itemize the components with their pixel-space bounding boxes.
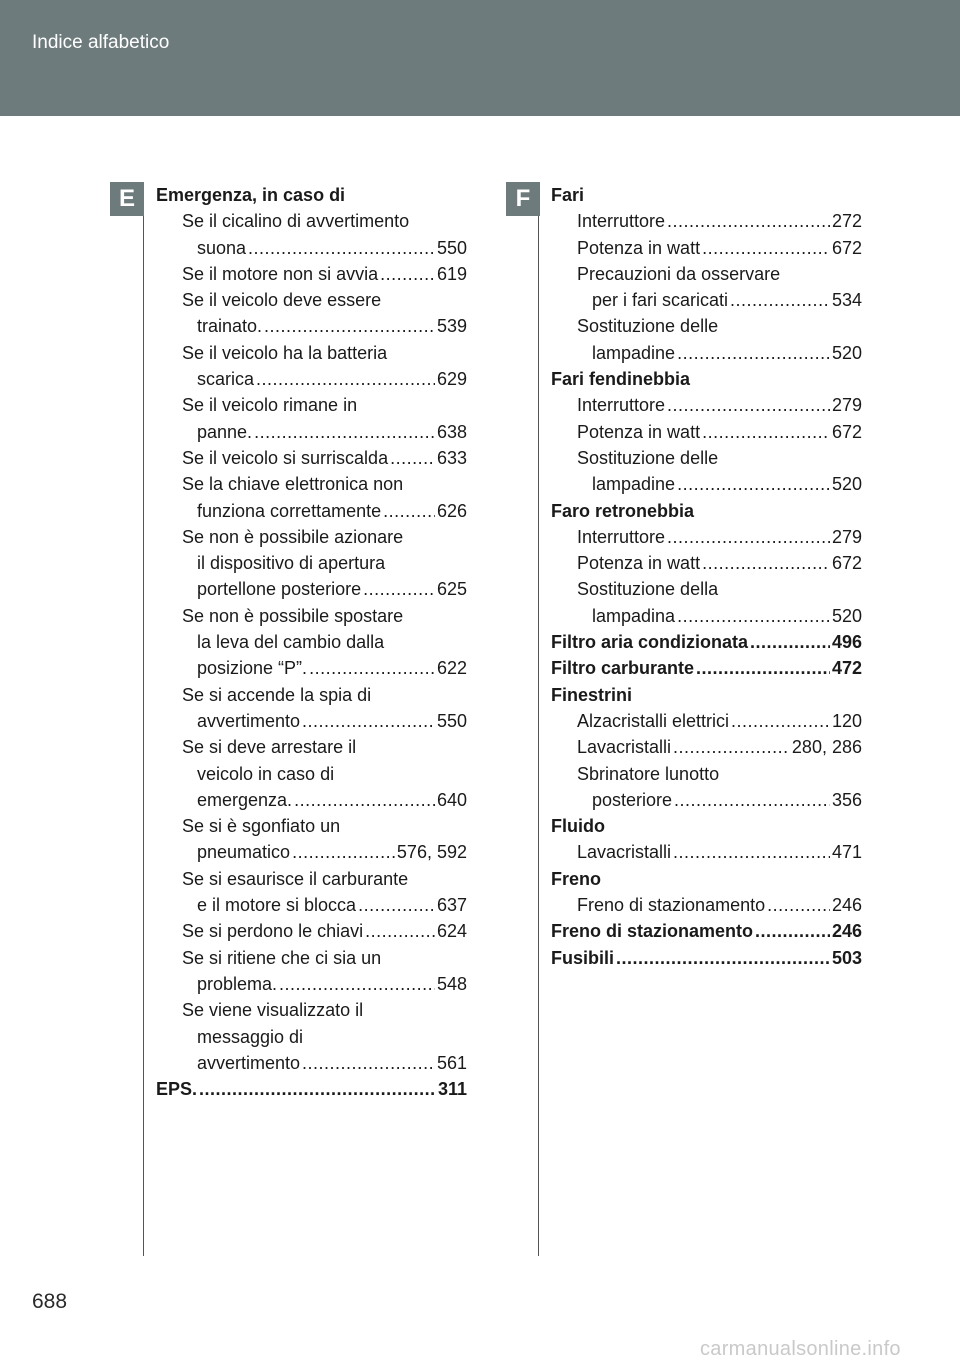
watermark: carmanualsonline.info bbox=[700, 1338, 901, 1360]
dot-leader bbox=[294, 787, 435, 813]
index-entry-page: 496 bbox=[831, 632, 862, 653]
index-entry bbox=[551, 471, 862, 497]
index-entry-text: Alzacristalli elettrici bbox=[577, 710, 730, 731]
index-entry-page: 625 bbox=[436, 579, 467, 600]
index-entry bbox=[156, 655, 467, 681]
index-entry bbox=[156, 892, 467, 918]
dot-leader bbox=[292, 839, 395, 865]
dot-leader bbox=[365, 918, 435, 944]
index-entry-text: Finestrini bbox=[551, 684, 633, 705]
index-entry bbox=[156, 682, 467, 708]
index-entry bbox=[551, 524, 862, 550]
dot-leader bbox=[767, 892, 830, 918]
index-entry-text: pneumatico bbox=[197, 842, 291, 863]
index-entry-page: 629 bbox=[436, 369, 467, 390]
index-entry-text: Interruttore bbox=[577, 526, 666, 547]
dot-leader bbox=[673, 839, 830, 865]
index-entry-text: Se il veicolo rimane in bbox=[182, 395, 358, 416]
index-entry bbox=[156, 1050, 467, 1076]
index-entry bbox=[156, 945, 467, 971]
index-entry bbox=[551, 813, 862, 839]
dot-leader bbox=[199, 1076, 436, 1102]
index-column-f bbox=[551, 182, 862, 971]
index-entry-page: 246 bbox=[831, 895, 862, 916]
index-entry bbox=[156, 576, 467, 602]
index-entry-text: problema. bbox=[197, 973, 278, 994]
page-header bbox=[0, 0, 960, 116]
index-entry bbox=[551, 892, 862, 918]
index-entry bbox=[156, 313, 467, 339]
index-entry-text: Se viene visualizzato il bbox=[182, 1000, 364, 1021]
index-entry-text: Fusibili bbox=[551, 947, 614, 968]
index-entry-text: per i fari scaricati bbox=[592, 290, 729, 311]
index-entry-text: EPS. bbox=[156, 1079, 198, 1100]
index-entry-page: 672 bbox=[831, 421, 862, 442]
index-entry bbox=[551, 392, 862, 418]
index-entry bbox=[551, 918, 862, 944]
dot-leader bbox=[731, 708, 830, 734]
index-entry-text: e il motore si blocca bbox=[197, 895, 357, 916]
index-entry-text: Sostituzione della bbox=[577, 579, 719, 600]
index-entry-text: Faro retronebbia bbox=[551, 500, 695, 521]
dot-leader bbox=[696, 655, 830, 681]
index-entry-page: 637 bbox=[436, 895, 467, 916]
index-entry-page: 246 bbox=[831, 921, 862, 942]
index-entry-text: Se si è sgonfiato un bbox=[182, 816, 341, 837]
index-entry bbox=[156, 550, 467, 576]
index-entry bbox=[156, 839, 467, 865]
index-entry-page: 311 bbox=[437, 1079, 467, 1100]
index-entry-text: portellone posteriore bbox=[197, 579, 362, 600]
index-entry bbox=[551, 629, 862, 655]
index-entry bbox=[551, 287, 862, 313]
index-entry-page: 520 bbox=[831, 605, 862, 626]
index-entry bbox=[156, 445, 467, 471]
index-entry bbox=[156, 787, 467, 813]
dot-leader bbox=[302, 1050, 435, 1076]
index-entry-page: 548 bbox=[436, 973, 467, 994]
index-entry-text: emergenza. bbox=[197, 789, 293, 810]
index-entry bbox=[156, 287, 467, 313]
index-entry bbox=[551, 576, 862, 602]
section-letter-f: F bbox=[506, 182, 540, 216]
index-entry bbox=[551, 682, 862, 708]
index-entry-text: Se non è possibile spostare bbox=[182, 605, 404, 626]
dot-leader bbox=[383, 498, 435, 524]
index-entry bbox=[551, 945, 862, 971]
index-entry bbox=[551, 761, 862, 787]
index-entry bbox=[156, 971, 467, 997]
index-entry-text: Interruttore bbox=[577, 395, 666, 416]
index-entry-text: veicolo in caso di bbox=[197, 763, 335, 784]
index-entry-page: 626 bbox=[436, 500, 467, 521]
index-entry-page: 120 bbox=[831, 710, 862, 731]
dot-leader bbox=[677, 603, 830, 629]
index-entry-text: Interruttore bbox=[577, 211, 666, 232]
index-entry-text: posizione “P”. bbox=[197, 658, 308, 679]
index-entry-text: Fluido bbox=[551, 816, 605, 837]
index-entry-text: Sostituzione delle bbox=[577, 316, 719, 337]
index-entry bbox=[156, 997, 467, 1023]
index-entry bbox=[551, 445, 862, 471]
index-entry bbox=[551, 366, 862, 392]
index-entry bbox=[551, 603, 862, 629]
index-entry bbox=[551, 182, 862, 208]
index-entry-page: 550 bbox=[436, 710, 467, 731]
index-entry-page: 356 bbox=[831, 789, 862, 810]
dot-leader bbox=[390, 445, 435, 471]
index-entry bbox=[156, 734, 467, 760]
index-entry-page: 624 bbox=[436, 921, 467, 942]
dot-leader bbox=[279, 971, 435, 997]
header-title: Indice alfabetico bbox=[32, 32, 170, 53]
index-entry bbox=[551, 655, 862, 681]
dot-leader bbox=[254, 419, 435, 445]
index-entry bbox=[156, 340, 467, 366]
dot-leader bbox=[248, 235, 435, 261]
index-entry-text: Fari fendinebbia bbox=[551, 369, 691, 390]
index-entry-text: lampadina bbox=[592, 605, 676, 626]
dot-leader bbox=[264, 313, 435, 339]
dot-leader bbox=[302, 708, 435, 734]
index-entry-text: trainato. bbox=[197, 316, 263, 337]
index-entry-text: la leva del cambio dalla bbox=[197, 632, 385, 653]
dot-leader bbox=[667, 524, 830, 550]
index-entry-page: 472 bbox=[831, 658, 862, 679]
index-entry-page: 279 bbox=[831, 395, 862, 416]
index-entry bbox=[156, 629, 467, 655]
index-entry bbox=[551, 261, 862, 287]
index-entry-text: Se la chiave elettronica non bbox=[182, 474, 404, 495]
index-entry-page: 279 bbox=[831, 526, 862, 547]
index-entry-text: Potenza in watt bbox=[577, 421, 701, 442]
dot-leader bbox=[702, 550, 830, 576]
index-entry-text: messaggio di bbox=[197, 1026, 304, 1047]
dot-leader bbox=[309, 655, 435, 681]
dot-leader bbox=[363, 576, 435, 602]
index-entry bbox=[156, 866, 467, 892]
index-entry-text: scarica bbox=[197, 369, 255, 390]
index-entry-text: Freno di stazionamento bbox=[551, 921, 754, 942]
index-entry-text: Se il veicolo deve essere bbox=[182, 290, 382, 311]
index-entry-text: Sostituzione delle bbox=[577, 447, 719, 468]
index-entry-page: 503 bbox=[831, 947, 862, 968]
index-entry-page: 520 bbox=[831, 342, 862, 363]
index-entry bbox=[551, 734, 862, 760]
dot-leader bbox=[673, 734, 790, 760]
dot-leader bbox=[750, 629, 830, 655]
index-entry bbox=[156, 261, 467, 287]
section-letter-e: E bbox=[110, 182, 144, 216]
index-entry bbox=[551, 340, 862, 366]
dot-leader bbox=[755, 918, 830, 944]
index-entry bbox=[551, 498, 862, 524]
index-entry-page: 471 bbox=[831, 842, 862, 863]
index-entry-text: Se il cicalino di avvertimento bbox=[182, 211, 410, 232]
index-entry-text: Freno di stazionamento bbox=[577, 895, 766, 916]
index-entry-text: Sbrinatore lunotto bbox=[577, 763, 720, 784]
index-entry bbox=[156, 182, 467, 208]
index-entry bbox=[551, 708, 862, 734]
dot-leader bbox=[730, 287, 830, 313]
index-entry-text: il dispositivo di apertura bbox=[197, 553, 386, 574]
index-entry-text: Potenza in watt bbox=[577, 553, 701, 574]
index-entry bbox=[551, 839, 862, 865]
index-entry-text: Se non è possibile azionare bbox=[182, 526, 404, 547]
index-entry-page: 633 bbox=[436, 447, 467, 468]
index-entry-text: avvertimento bbox=[197, 710, 301, 731]
index-entry-page: 534 bbox=[831, 290, 862, 311]
dot-leader bbox=[667, 208, 830, 234]
index-entry-text: Se si accende la spia di bbox=[182, 684, 372, 705]
index-entry-page: 550 bbox=[436, 237, 467, 258]
index-entry-text: funziona correttamente bbox=[197, 500, 382, 521]
index-entry-page: 520 bbox=[831, 474, 862, 495]
index-entry bbox=[156, 708, 467, 734]
index-entry-text: Potenza in watt bbox=[577, 237, 701, 258]
index-entry-text: Filtro aria condizionata bbox=[551, 632, 749, 653]
index-entry-text: Fari bbox=[551, 185, 585, 205]
index-entry bbox=[551, 235, 862, 261]
index-entry-text: Filtro carburante bbox=[551, 658, 695, 679]
index-entry bbox=[551, 550, 862, 576]
index-entry-page: 280, 286 bbox=[791, 737, 862, 758]
index-entry bbox=[551, 208, 862, 234]
index-entry-page: 576, 592 bbox=[396, 842, 467, 863]
index-entry-text: Se si deve arrestare il bbox=[182, 737, 357, 758]
dot-leader bbox=[380, 261, 435, 287]
index-entry bbox=[156, 366, 467, 392]
index-entry bbox=[156, 1076, 467, 1102]
index-entry bbox=[156, 392, 467, 418]
index-entry-text: Se si esaurisce il carburante bbox=[182, 868, 409, 889]
index-entry-text: Lavacristalli bbox=[577, 842, 672, 863]
index-entry bbox=[156, 603, 467, 629]
index-entry bbox=[156, 524, 467, 550]
index-entry-page: 672 bbox=[831, 553, 862, 574]
index-entry-text: Lavacristalli bbox=[577, 737, 672, 758]
index-entry bbox=[551, 419, 862, 445]
index-entry bbox=[156, 498, 467, 524]
index-entry-text: Se si perdono le chiavi bbox=[182, 921, 364, 942]
index-entry bbox=[156, 1024, 467, 1050]
dot-leader bbox=[674, 787, 830, 813]
index-entry-page: 640 bbox=[436, 789, 467, 810]
index-entry-page: 638 bbox=[436, 421, 467, 442]
index-entry-text: Se si ritiene che ci sia un bbox=[182, 947, 382, 968]
dot-leader bbox=[256, 366, 435, 392]
index-entry-text: Freno bbox=[551, 868, 602, 889]
index-entry bbox=[551, 313, 862, 339]
index-entry bbox=[156, 761, 467, 787]
index-column-e bbox=[156, 182, 467, 1102]
index-entry-text: Se il motore non si avvia bbox=[182, 263, 379, 284]
index-entry-text: Emergenza, in caso di bbox=[156, 185, 346, 205]
index-entry-text: Se il veicolo si surriscalda bbox=[182, 447, 389, 468]
index-entry-text: Se il veicolo ha la batteria bbox=[182, 342, 388, 363]
page-number: 688 bbox=[32, 1290, 68, 1313]
index-entry-page: 672 bbox=[831, 237, 862, 258]
dot-leader bbox=[702, 419, 830, 445]
index-entry-text: Precauzioni da osservare bbox=[577, 263, 781, 284]
index-entry-text: lampadine bbox=[592, 474, 676, 495]
dot-leader bbox=[667, 392, 830, 418]
index-entry bbox=[156, 471, 467, 497]
index-entry-text: posteriore bbox=[592, 789, 673, 810]
index-entry bbox=[156, 235, 467, 261]
index-entry-page: 561 bbox=[436, 1052, 467, 1073]
dot-leader bbox=[677, 471, 830, 497]
dot-leader bbox=[677, 340, 830, 366]
index-entry bbox=[156, 419, 467, 445]
index-entry bbox=[156, 918, 467, 944]
index-entry-page: 622 bbox=[436, 658, 467, 679]
index-entry-page: 272 bbox=[831, 211, 862, 232]
dot-leader bbox=[358, 892, 435, 918]
index-entry-page: 539 bbox=[436, 316, 467, 337]
index-entry-text: lampadine bbox=[592, 342, 676, 363]
section-divider-f bbox=[538, 216, 539, 1256]
index-entry bbox=[551, 787, 862, 813]
index-entry bbox=[156, 208, 467, 234]
index-entry-text: panne. bbox=[197, 421, 253, 442]
index-entry-text: suona bbox=[197, 237, 247, 258]
index-entry-text: avvertimento bbox=[197, 1052, 301, 1073]
index-entry bbox=[551, 866, 862, 892]
index-entry-page: 619 bbox=[436, 263, 467, 284]
index-entry bbox=[156, 813, 467, 839]
dot-leader bbox=[702, 235, 830, 261]
dot-leader bbox=[616, 945, 830, 971]
section-divider-e bbox=[143, 216, 144, 1256]
